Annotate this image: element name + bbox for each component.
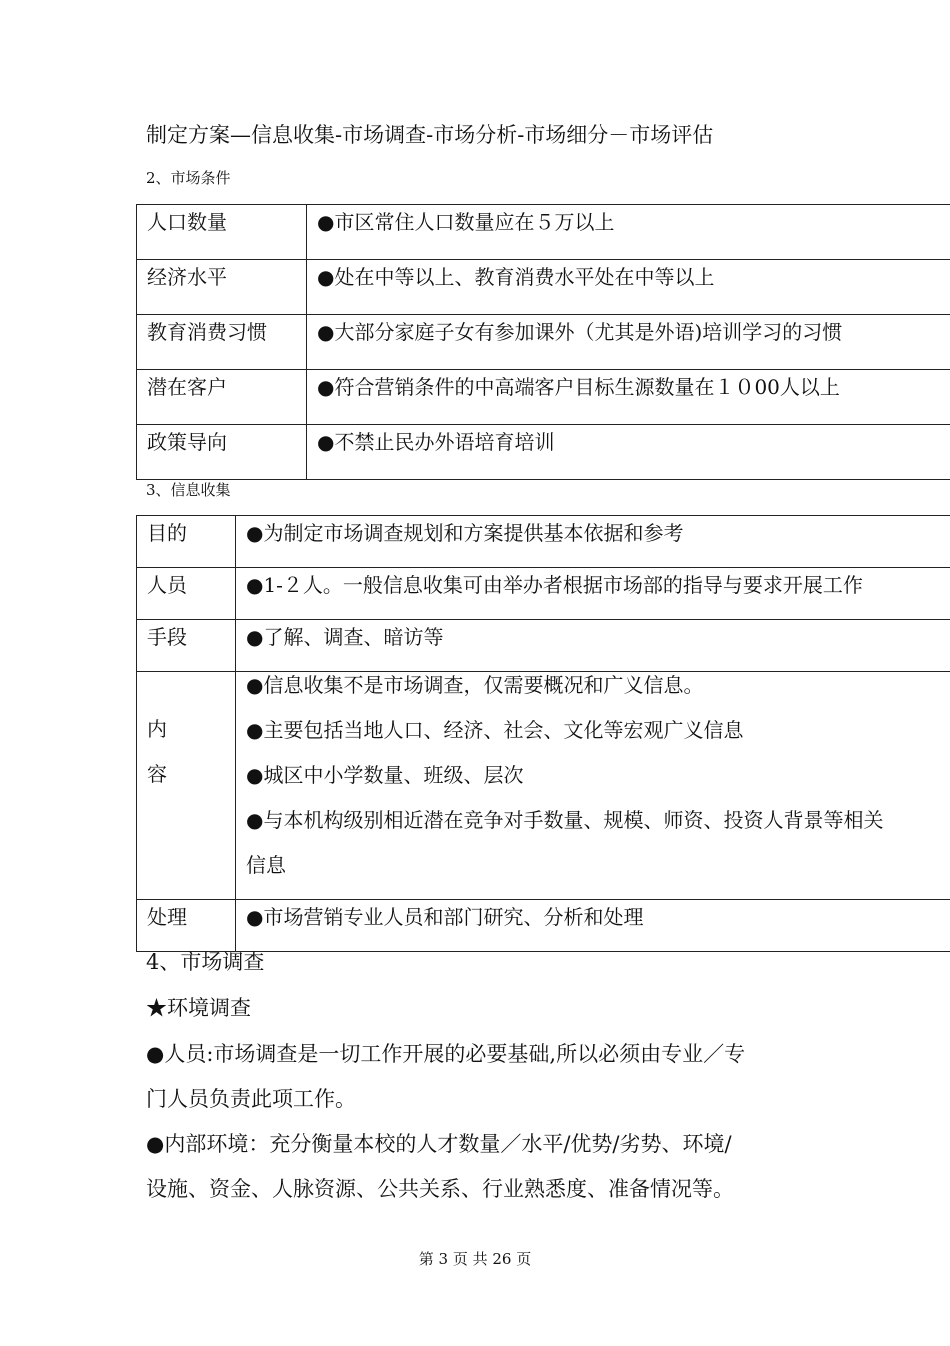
row-label: 经济水平 xyxy=(137,260,307,315)
table-row xyxy=(137,672,950,900)
row-value: ●处在中等以上、教育消费水平处在中等以上 xyxy=(307,260,950,315)
paragraph-line: 门人员负责此项工作。 xyxy=(146,1087,356,1111)
row-value: ●了解、调查、暗访等 xyxy=(236,620,950,672)
table-row xyxy=(137,205,950,260)
table-row xyxy=(137,315,950,370)
table-row xyxy=(137,260,950,315)
row-value: ●为制定市场调查规划和方案提供基本依据和参考 xyxy=(236,516,950,568)
row-value: ●符合营销条件的中高端客户目标生源数量在１０00人以上 xyxy=(307,370,950,425)
content-value xyxy=(236,672,950,900)
table-row xyxy=(137,370,950,425)
table-row xyxy=(137,900,950,952)
page-footer: 第 3 页 共 26 页 xyxy=(418,1250,532,1268)
row-label: 潜在客户 xyxy=(137,370,307,425)
section-3-title: 3、信息收集 xyxy=(146,481,231,499)
document-heading: 制定方案—信息收集-市场调查-市场分析-市场细分－市场评估 xyxy=(146,123,714,147)
market-conditions-table xyxy=(136,204,950,480)
paragraph-line: 设施、资金、人脉资源、公共关系、行业熟悉度、准备情况等。 xyxy=(146,1177,734,1201)
row-label: 政策导向 xyxy=(137,425,307,480)
row-label: 手段 xyxy=(137,620,236,672)
content-line: ●与本机构级别相近潜在竞争对手数量、规模、师资、投资人背景等相关 xyxy=(246,808,884,832)
content-label xyxy=(137,672,236,900)
row-value: ●市区常住人口数量应在５万以上 xyxy=(307,205,950,260)
row-value: ●不禁止民办外语培育培训 xyxy=(307,425,950,480)
row-label: 人口数量 xyxy=(137,205,307,260)
row-value: ●大部分家庭子女有参加课外（尤其是外语)培训学习的习惯 xyxy=(307,315,950,370)
row-value: ●市场营销专业人员和部门研究、分析和处理 xyxy=(236,900,950,952)
section-2-title: 2、市场条件 xyxy=(146,169,231,187)
row-value: ●1-２人。一般信息收集可由举办者根据市场部的指导与要求开展工作 xyxy=(236,568,950,620)
table-row xyxy=(137,568,950,620)
paragraph-line: ●人员:市场调查是一切工作开展的必要基础,所以必须由专业／专 xyxy=(146,1042,746,1066)
table-row xyxy=(137,516,950,568)
row-label: 目的 xyxy=(137,516,236,568)
row-label: 教育消费习惯 xyxy=(137,315,307,370)
row-label: 人员 xyxy=(137,568,236,620)
section-4-subtitle: ★环境调查 xyxy=(146,996,251,1020)
content-line: 信息 xyxy=(246,853,286,877)
content-line: ●信息收集不是市场调查，仅需要概况和广义信息。 xyxy=(246,673,704,697)
content-label-char: 容 xyxy=(147,762,167,786)
row-label: 处理 xyxy=(137,900,236,952)
table-row xyxy=(137,620,950,672)
content-line: ●主要包括当地人口、经济、社会、文化等宏观广义信息 xyxy=(246,718,744,742)
content-label-char: 内 xyxy=(147,717,167,741)
content-line: ●城区中小学数量、班级、层次 xyxy=(246,763,524,787)
section-4-title: 4、市场调查 xyxy=(146,950,265,974)
table-row xyxy=(137,425,950,480)
info-collection-table xyxy=(136,515,950,952)
paragraph-line: ●内部环境：充分衡量本校的人才数量／水平/优势/劣势、环境/ xyxy=(146,1132,732,1156)
